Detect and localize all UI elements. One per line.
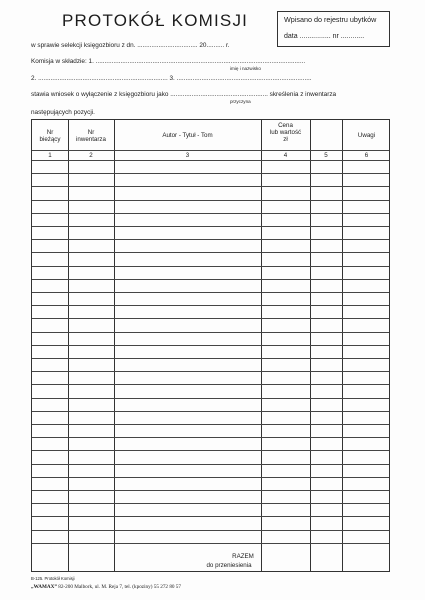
numbers-divider bbox=[32, 160, 389, 161]
table-row-line bbox=[32, 371, 389, 372]
table-row-line bbox=[32, 252, 389, 253]
name-hint-label: imię i nazwisko bbox=[230, 66, 261, 71]
publisher-name: „WAMAX” bbox=[31, 584, 57, 590]
table-row-line bbox=[32, 464, 389, 465]
table-row-line bbox=[32, 173, 389, 174]
header-divider bbox=[32, 150, 389, 151]
carry-over-label: do przeniesienia bbox=[206, 562, 252, 569]
table-row-line bbox=[32, 305, 389, 306]
register-box-title: Wpisano do rejestru ubytków bbox=[284, 15, 377, 24]
table-row-line bbox=[32, 503, 389, 504]
column-number: 6 bbox=[364, 152, 369, 159]
table-row-line bbox=[32, 543, 389, 544]
column-number: 5 bbox=[324, 152, 328, 159]
table-row-line bbox=[32, 266, 389, 267]
table-row-line bbox=[32, 345, 389, 346]
header-nr-inwentarza: Nr inwentarza bbox=[76, 129, 106, 143]
table-row-line bbox=[32, 424, 389, 425]
table-row-line bbox=[32, 516, 389, 517]
column-number: 1 bbox=[48, 152, 52, 159]
header-cena: Cena lub wartość zł bbox=[269, 122, 302, 143]
header-nr-biezacy: Nr bieżący bbox=[39, 129, 61, 143]
next-items-label: następujących pozycji. bbox=[31, 109, 95, 116]
header-autor-tytul-tom: Autor - Tytuł - Tom bbox=[162, 132, 213, 139]
column-number: 4 bbox=[283, 152, 288, 159]
table-row-line bbox=[32, 358, 389, 359]
form-title: PROTOKÓŁ KOMISJI bbox=[62, 11, 249, 30]
table-row-line bbox=[32, 226, 389, 227]
razem-label: RAZEM bbox=[232, 553, 254, 560]
register-box bbox=[277, 11, 390, 47]
table-row-line bbox=[32, 200, 389, 201]
register-date-field[interactable]: data ................ nr ............ bbox=[284, 33, 365, 40]
table-row-line bbox=[32, 530, 389, 531]
table-row-line bbox=[32, 411, 389, 412]
table-row-line bbox=[32, 332, 389, 333]
table-row-line bbox=[32, 477, 389, 478]
table-row-line bbox=[32, 292, 389, 293]
table-row-line bbox=[32, 213, 389, 214]
form-code: B-125. Protokół Komisji bbox=[31, 576, 75, 581]
committee-member-1-line[interactable]: Komisja w składzie: 1. ...................................................................................................................... bbox=[31, 58, 306, 65]
table-row-line bbox=[32, 384, 389, 385]
publisher-address: 82-200 Malbork, ul. M. Reja 7, tel. (kpoziny) 55 272 80 57 bbox=[58, 584, 181, 590]
table-row-line bbox=[32, 490, 389, 491]
publisher-info bbox=[31, 584, 181, 590]
reason-hint-label: przyczyna bbox=[230, 99, 251, 104]
table-row-line bbox=[32, 450, 389, 451]
items-table bbox=[31, 119, 390, 572]
table-row-line bbox=[32, 398, 389, 399]
header-uwagi: Uwagi bbox=[357, 132, 376, 139]
table-row-line bbox=[32, 239, 389, 240]
column-number: 2 bbox=[89, 152, 93, 159]
selection-date-line[interactable]: w sprawie selekcji księgozbioru z dn. .................................. 20.......... r. bbox=[31, 42, 230, 49]
committee-members-2-3-line[interactable]: 2. ......................................................................... 3. ............................................................................ bbox=[31, 75, 312, 82]
table-row-line bbox=[32, 186, 389, 187]
column-number: 3 bbox=[185, 152, 190, 159]
table-row-line bbox=[32, 279, 389, 280]
withdrawal-request-line[interactable]: stawia wniosek o wyłączenie z księgozbioru jako ....................................................... skreślenia z inwentarza bbox=[31, 91, 337, 98]
table-row-line bbox=[32, 318, 389, 319]
table-row-line bbox=[32, 437, 389, 438]
